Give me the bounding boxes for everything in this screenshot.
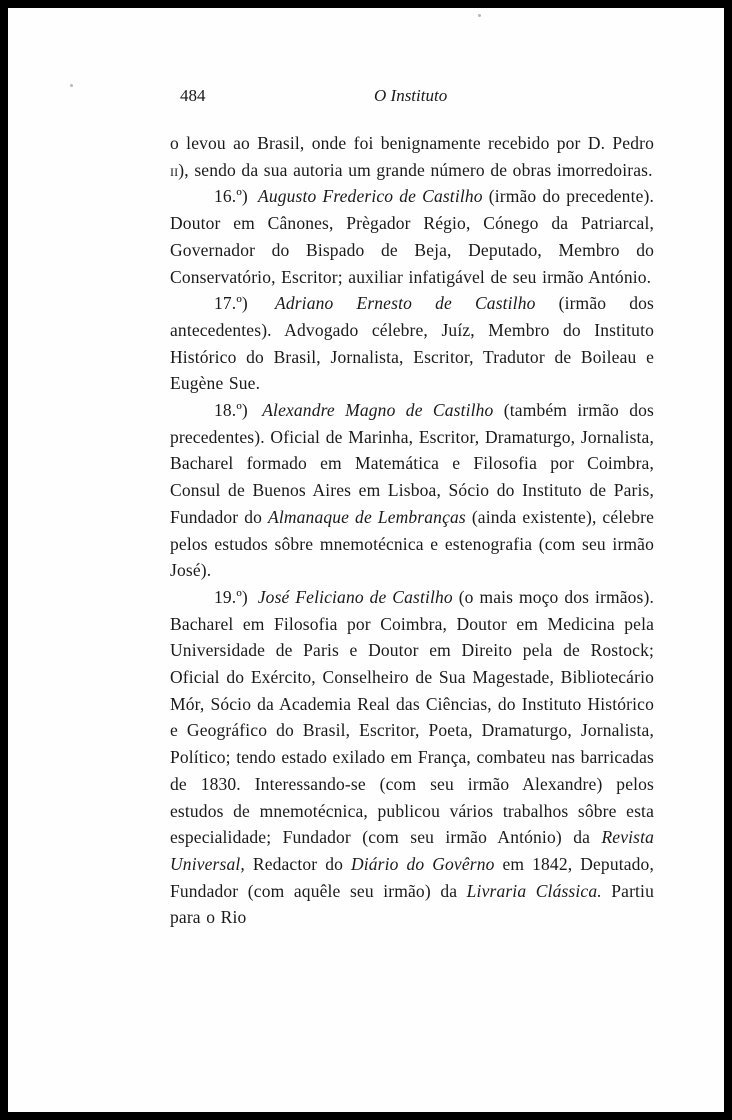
paragraph-entry-18: 18.º) Alexandre Magno de Castilho (também irmão dos precedentes). Oficial de Marinha, Escritor, Dramaturgo, Jornalista, Bacharel formado em Matemática e Filosofia por Coimbra, Consul de Buenos Aires em Lisboa, Sócio do Instituto de Paris, Fundador do Almanaque de Lembranças (ainda existente), célebre pelos estudos sôbre mnemotécnica e estenografia (com seu irmão José).	[170, 400, 655, 581]
publication-title: Revista Universal,	[170, 827, 654, 874]
entry-number: 18.º)	[214, 400, 248, 421]
paragraph-entry-19: 19.º) José Feliciano de Castilho (o mais moço dos irmãos). Bacharel em Filosofia por Coimbra, Doutor em Medicina pela Universidade de Paris e Doutor em Direito pela de Rostock; Oficial do Exército, Conselheiro de Sua Magestade, Bibliotecário Mór, Sócio da Academia Real das Ciências, do Instituto Histórico e Geográfico do Brasil, Escritor, Poeta, Dramaturgo, Jornalista, Político; tendo estado exilado em França, combateu nas barricadas de 1830. Interessando-se (com seu irmão Alexandre) pelos estudos de mnemotécnica, publicou vários trabalhos sôbre esta especialidade; Fundador (com seu irmão António) da Revista Universal, Redactor do Diário do Govêrno em 1842, Deputado, Fundador (com aquêle seu irmão) da Livraria Clássica. Partiu para o Rio	[170, 586, 654, 928]
page-header	[170, 86, 654, 110]
paragraph-continuation: o levou ao Brasil, onde foi benignamente recebido por D. Pedro ii), sendo da sua autoria um grande número de obras imorredoiras.	[170, 133, 654, 180]
book-page	[8, 8, 724, 1112]
page-content	[170, 86, 654, 931]
publication-title: Livraria Clássica.	[466, 880, 602, 901]
person-name: Adriano Ernesto de Castilho	[274, 293, 536, 314]
entry-number: 19.º)	[214, 586, 248, 607]
paragraph-entry-17: 17.º) Adriano Ernesto de Castilho (irmão dos antecedentes). Advogado célebre, Juíz, Membro do Instituto Histórico do Brasil, Jornalista, Escritor, Tradutor de Boileau e Eugène Sue.	[170, 293, 654, 394]
paper-speck	[478, 14, 481, 17]
entry-number: 17.º)	[214, 293, 248, 314]
page-number: 484	[180, 86, 206, 105]
entry-number: 16.º)	[214, 186, 248, 207]
publication-title: Almanaque de Lembranças	[268, 506, 466, 527]
running-title: O Instituto	[374, 86, 448, 105]
person-name: José Feliciano de Castilho	[257, 586, 453, 607]
body-text	[170, 130, 654, 931]
publication-title: Diário do Govêrno	[350, 853, 495, 874]
paragraph-entry-16: 16.º) Augusto Frederico de Castilho (irmão do precedente). Doutor em Cânones, Prègador Régio, Cónego da Patriarcal, Governador do Bispado de Beja, Deputado, Membro do Conservatório, Escritor; auxiliar infatigável de seu irmão António.	[170, 186, 655, 287]
paper-speck	[70, 84, 73, 87]
person-name: Augusto Frederico de Castilho	[257, 186, 483, 207]
person-name: Alexandre Magno de Castilho	[262, 400, 494, 421]
